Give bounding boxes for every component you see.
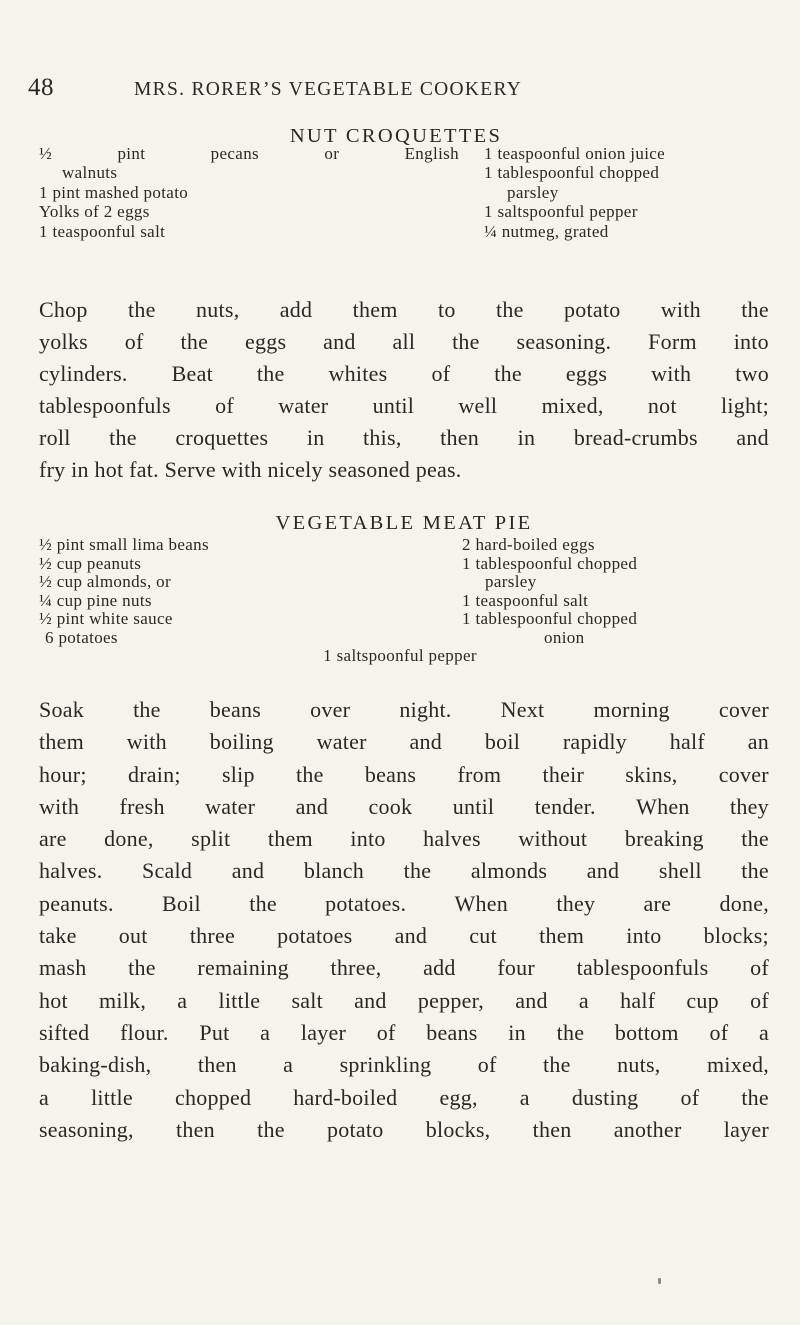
method-line: mash the remaining three, add four tablespoonfuls of — [39, 955, 769, 981]
paper-speck — [658, 1278, 661, 1284]
ingredient-item: walnuts — [62, 163, 118, 183]
method-line: halves. Scald and blanch the almonds and shell the — [39, 858, 769, 884]
method-line: hour; drain; slip the beans from their skins, cover — [39, 761, 769, 787]
method-line: seasoning, then the potato blocks, then another layer — [39, 1116, 769, 1142]
ingredients-left-column — [39, 145, 459, 242]
ingredient-item: 1 teaspoonful onion juice — [484, 144, 666, 163]
method-line: with fresh water and cook until tender. When they — [39, 793, 769, 819]
ingredients-right-column — [462, 536, 766, 648]
method-line: them with boiling water and boil rapidly half an — [39, 729, 769, 755]
method-line: tablespoonfuls of water until well mixed, not light; — [39, 393, 769, 418]
ingredient-item: ¼ cup pine nuts — [39, 590, 152, 610]
method-line: roll the croquettes in this, then in bread-crumbs and — [39, 425, 769, 450]
ingredient-item: 1 tablespoonful chopped — [462, 553, 638, 573]
ingredient-item: 1 saltspoonful pepper — [484, 202, 638, 222]
method-line: cylinders. Beat the whites of the eggs with two — [39, 361, 769, 386]
ingredient-item: ½ pint white sauce — [39, 609, 173, 629]
ingredient-item-centered: 1 saltspoonful pepper — [323, 646, 477, 665]
ingredient-item: parsley — [507, 182, 559, 202]
ingredient-item: 1 teaspoonful salt — [39, 221, 166, 241]
ingredient-item: Yolks of 2 eggs — [39, 202, 150, 222]
method-line: yolks of the eggs and all the seasoning. Form into — [39, 329, 769, 354]
ingredients-left-column — [39, 536, 419, 648]
ingredient-item: 1 tablespoonful chopped — [462, 609, 638, 629]
method-line: Chop the nuts, add them to the potato with the — [39, 297, 769, 322]
method-line: baking-dish, then a sprinkling of the nuts, mixed, — [39, 1052, 769, 1078]
running-title: MRS. RORER’S VEGETABLE COOKERY — [134, 79, 523, 100]
method-line: a little chopped hard-boiled egg, a dusting of the — [39, 1084, 769, 1110]
ingredient-item: parsley — [485, 572, 537, 592]
ingredient-item: 6 potatoes — [45, 627, 118, 647]
ingredient-item: ½ pint pecans or English — [39, 144, 459, 163]
ingredient-item: 1 teaspoonful salt — [462, 590, 589, 610]
ingredients-right-column — [484, 145, 766, 242]
ingredient-item: 2 hard-boiled eggs — [462, 535, 595, 554]
ingredient-item: onion — [544, 627, 585, 647]
recipe-title-nut-croquettes: NUT CROQUETTES — [289, 125, 503, 147]
page-number: 48 — [28, 74, 54, 101]
method-line: are done, split them into halves without breaking the — [39, 826, 769, 852]
ingredient-item: 1 tablespoonful chopped — [484, 163, 660, 183]
method-line: fry in hot fat. Serve with nicely seasoned peas. — [39, 457, 462, 482]
method-line: Soak the beans over night. Next morning cover — [39, 697, 769, 722]
ingredient-item: 1 pint mashed potato — [39, 182, 189, 202]
recipe-title-vegetable-meat-pie: VEGETABLE MEAT PIE — [275, 512, 533, 534]
ingredient-item: ¼ nutmeg, grated — [484, 221, 609, 241]
ingredient-item: ½ cup peanuts — [39, 553, 142, 573]
ingredient-item: ½ pint small lima beans — [39, 535, 209, 554]
method-line: hot milk, a little salt and pepper, and a half cup of — [39, 987, 769, 1013]
recipe-method-nut-croquettes — [39, 294, 769, 486]
method-line: sifted flour. Put a layer of beans in the bottom of a — [39, 1019, 769, 1045]
ingredient-item: ½ cup almonds, or — [39, 572, 172, 592]
method-line: take out three potatoes and cut them into blocks; — [39, 923, 769, 949]
recipe-method-vegetable-meat-pie — [39, 694, 769, 1146]
method-line: peanuts. Boil the potatoes. When they are done, — [39, 890, 769, 916]
